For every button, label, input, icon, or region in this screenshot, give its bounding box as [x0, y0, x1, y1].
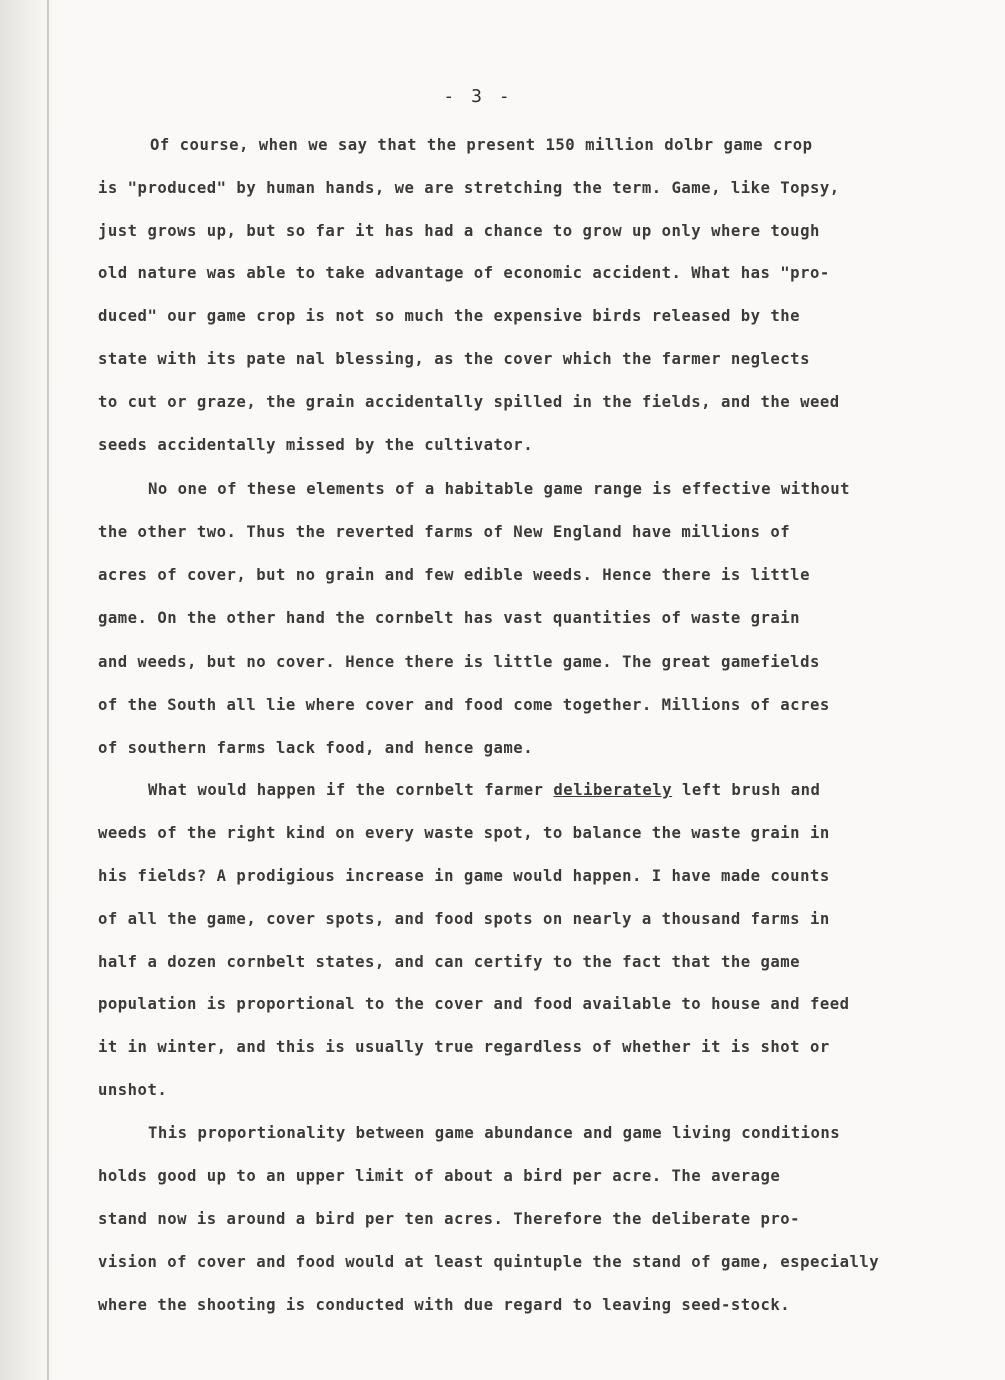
text-line: where the shooting is conducted with due regard to leaving seed-stock. [98, 1296, 791, 1314]
text-line: holds good up to an upper limit of about a bird per acre. The average [98, 1167, 781, 1185]
text-line: seeds accidentally missed by the cultivator. [98, 436, 534, 454]
text-line: weeds of the right kind on every waste spot, to balance the waste grain in [98, 824, 830, 842]
text-line: to cut or graze, the grain accidentally spilled in the fields, and the weed [98, 393, 840, 411]
text-line: is "produced" by human hands, we are stretching the term. Game, like Topsy, [98, 179, 840, 197]
text-segment: left brush and [672, 781, 821, 799]
text-line: and weeds, but no cover. Hence there is little game. The great gamefields [98, 653, 820, 671]
text-line: unshot. [98, 1081, 168, 1099]
text-line: This proportionality between game abundance and game living conditions [148, 1124, 841, 1142]
text-line: old nature was able to take advantage of economic accident. What has "pro- [98, 264, 830, 282]
text-line: of southern farms lack food, and hence game. [98, 739, 534, 757]
text-line: half a dozen cornbelt states, and can certify to the fact that the game [98, 953, 801, 971]
text-line: vision of cover and food would at least quintuple the stand of game, especially [98, 1253, 880, 1271]
text-line: population is proportional to the cover and food available to house and feed [98, 995, 850, 1013]
text-line: just grows up, but so far it has had a chance to grow up only where tough [98, 222, 820, 240]
text-line: acres of cover, but no grain and few edible weeds. Hence there is little [98, 566, 810, 584]
text-line: it in winter, and this is usually true regardless of whether it is shot or [98, 1038, 830, 1056]
text-line: stand now is around a bird per ten acres. Therefore the deliberate pro- [98, 1210, 801, 1228]
text-line: game. On the other hand the cornbelt has vast quantities of waste grain [98, 609, 801, 627]
text-line: the other two. Thus the reverted farms of New England have millions of [98, 523, 791, 541]
binding-shadow [0, 0, 60, 1380]
text-line: state with its pate nal blessing, as the cover which the farmer neglects [98, 350, 810, 368]
binding-edge [47, 0, 49, 1380]
text-line: his fields? A prodigious increase in game would happen. I have made counts [98, 867, 830, 885]
text-line: duced" our game crop is not so much the expensive birds released by the [98, 307, 801, 325]
text-segment: What would happen if the cornbelt farmer [148, 781, 554, 799]
text-line [148, 781, 820, 799]
page-number: - 3 - [443, 86, 513, 107]
text-line: of all the game, cover spots, and food spots on nearly a thousand farms in [98, 910, 830, 928]
text-line: of the South all lie where cover and food come together. Millions of acres [98, 696, 830, 714]
underlined-word: deliberately [553, 781, 673, 799]
text-line: Of course, when we say that the present 150 million dolbr game crop [150, 136, 813, 154]
text-line: No one of these elements of a habitable game range is effective without [148, 480, 851, 498]
